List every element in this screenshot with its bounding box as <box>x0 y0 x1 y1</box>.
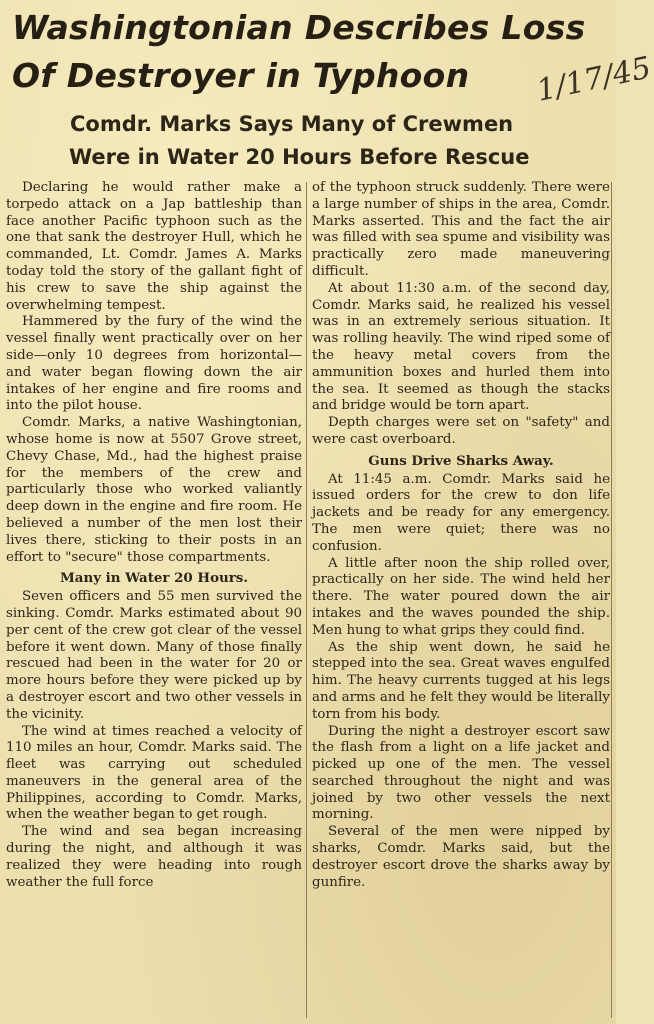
headline-line-1: Washingtonian Describes Loss <box>12 8 586 47</box>
article-paragraph: As the ship went down, he said he stepped into the sea. Great waves engulfed him. The heavy currents tugged at his legs and arms and he felt they would be literally torn from his body. <box>312 639 610 722</box>
section-heading: Many in Water 20 Hours. <box>59 570 248 587</box>
article-paragraph: Declaring he would rather make a torpedo attack on a Jap battleship than face another Pacific typhoon such as the one that sank the destroyer Hull, which he commanded, Lt. Comdr. James A. Marks today told the story of the gallant fight of his crew to save the ship against the overwhelming tempest. <box>6 180 302 313</box>
article-paragraph: At 11:45 a.m. Comdr. Marks said he issued orders for the crew to don life jackets and be ready for any emergency. The men were quiet; there was no confusion. <box>312 471 610 554</box>
article-paragraph: Several of the men were nipped by sharks, Comdr. Marks said, but the destroyer escort drove the sharks away by gunfire. <box>312 824 610 890</box>
subhead-line-2: Were in Water 20 Hours Before Rescue <box>69 145 530 169</box>
article-paragraph: Comdr. Marks, a native Washingtonian, whose home is now at 5507 Grove street, Chevy Chase, Md., had the highest praise for the members of the crew and particularly those who worked valiantly deep down in the engine and fire room. He believed a number of the men lost their lives there, sticking to their posts in an effort to "secure" those compartments. <box>6 415 302 565</box>
article-paragraph: The wind at times reached a velocity of 110 miles an hour, Comdr. Marks said. The fleet was carrying out scheduled maneuvers in the general area of the Philippines, according to Comdr. Marks, when the weather began to get rough. <box>6 723 302 823</box>
article-column-left <box>6 180 302 891</box>
right-edge-rule <box>611 182 612 1018</box>
handwritten-date: 1/17/45 <box>533 50 654 109</box>
article-paragraph: Seven officers and 55 men survived the sinking. Comdr. Marks estimated about 90 per cent of the crew got clear of the vessel before it went down. Many of those finally rescued had been in the water for 20 or more hours before they were picked up by a destroyer escort and two other vessels in the vicinity. <box>6 589 302 722</box>
article-paragraph: A little after noon the ship rolled over, practically on her side. The wind held her there. The water poured down the air intakes and the waves pounded the ship. Men hung to what grips they could find. <box>312 555 610 638</box>
article-paragraph: Hammered by the fury of the wind the vessel finally went practically over on her side—only 10 degrees from horizontal—and water began flowing down the air intakes of her engine and fire rooms and into the pilot house. <box>6 314 302 414</box>
article-paragraph: During the night a destroyer escort saw the flash from a light on a life jacket and picked up one of the men. The vessel searched throughout the night and was joined by two other vessels the next morning. <box>312 723 610 823</box>
section-heading: Guns Drive Sharks Away. <box>368 452 554 469</box>
article-paragraph: The wind and sea began increasing during the night, and although it was realized they were heading into rough weather the full force <box>6 824 302 890</box>
article-paragraph: Depth charges were set on "safety" and were cast overboard. <box>312 415 610 447</box>
article-paragraph: At about 11:30 a.m. of the second day, Comdr. Marks said, he realized his vessel was in an extremely serious situation. It was rolling heavily. The wind riped some of the heavy metal covers from the ammunition boxes and hurled them into the sea. It seemed as though the stacks and bridge would be torn apart. <box>312 280 610 414</box>
headline-line-2: Of Destroyer in Typhoon <box>12 56 470 95</box>
article-paragraph: of the typhoon struck suddenly. There were a large number of ships in the area, Comdr. Marks asserted. This and the fact the air was filled with sea spume and visibility was practically zero made maneuvering difficult. <box>312 180 610 279</box>
column-divider <box>306 182 307 1018</box>
article-column-right <box>312 180 610 891</box>
subhead-line-1: Comdr. Marks Says Many of Crewmen <box>70 112 514 136</box>
